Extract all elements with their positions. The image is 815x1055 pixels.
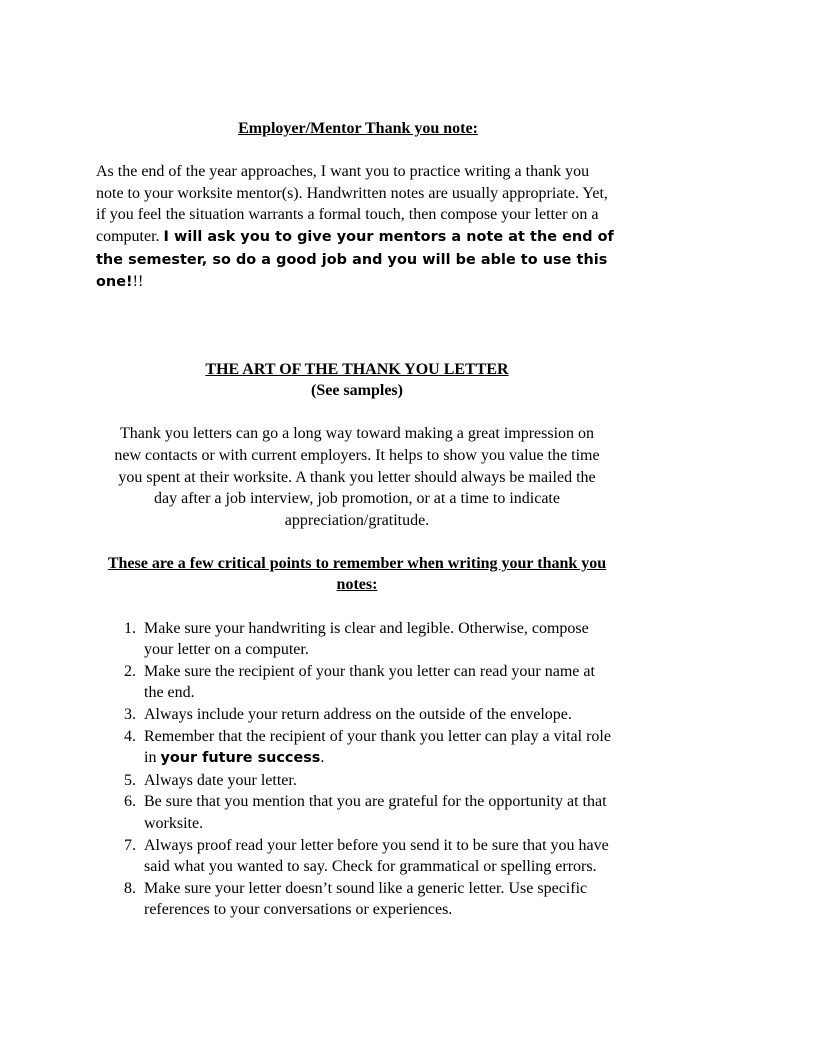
points-list [96, 618, 618, 921]
list-item-number: 4. [124, 727, 136, 745]
section1-paragraph [96, 161, 618, 294]
section1-paragraph-plain: As the end of the year approaches, I want you to practice writing a thank you note to your worksite mentor(s). Handwritten notes are usually appropriate. Yet, if you feel the situation warrants a formal touch, then compose your letter on a computer. [96, 163, 608, 245]
list-item-text: Make sure your handwriting is clear and legible. Otherwise, compose your letter on a computer. [144, 619, 589, 659]
list-item-text: Always date your letter. [144, 771, 297, 789]
list-item [96, 835, 618, 878]
points-heading: These are a few critical points to remember when writing your thank you notes: [107, 554, 607, 594]
list-item [96, 661, 618, 704]
list-item [96, 726, 618, 770]
list-item-text: Always proof read your letter before you send it to be sure that you have said what you wanted to say. Check for grammatical or spelling errors. [144, 836, 609, 876]
list-item-text-bold: your future success [160, 750, 321, 767]
list-item [96, 618, 618, 661]
list-item [96, 878, 618, 921]
section1-title: Employer/Mentor Thank you note: [238, 120, 478, 137]
list-item [96, 770, 618, 792]
list-item-text: Make sure your letter doesn’t sound like a generic letter. Use specific references to your conversations or experiences. [144, 879, 588, 919]
list-item [96, 704, 618, 726]
list-item-number: 2. [124, 662, 136, 680]
list-item-number: 7. [124, 836, 136, 854]
list-item-text: Make sure the recipient of your thank you letter can read your name at the end. [144, 662, 595, 702]
list-item-number: 5. [124, 771, 136, 789]
list-item-number: 1. [124, 619, 136, 637]
section1-paragraph-bold: I will ask you to give your mentors a note at the end of the semester, so do a good job and you will be able to use this one! [96, 228, 614, 291]
list-item-text: Be sure that you mention that you are grateful for the opportunity at that worksite. [144, 793, 607, 832]
section2-title: THE ART OF THE THANK YOU LETTER [205, 360, 509, 378]
list-item-number: 3. [124, 706, 136, 724]
list-item-text-before: Remember that the recipient of your thank you letter can play a vital role in [144, 727, 611, 767]
list-item-number: 8. [124, 879, 136, 897]
list-item-text [144, 726, 618, 770]
list-item [96, 791, 618, 834]
list-item-text-after: . [320, 749, 325, 767]
section2-paragraph: Thank you letters can go a long way toward making a great impression on new contacts or with current employers. It helps to show you value the time you spent at their worksite. A thank you letter should always be mailed the day after a job interview, job promotion, or at a time to indicate appreciation/gratitude. [114, 425, 600, 529]
document-page [96, 118, 618, 921]
section1-paragraph-end: !! [132, 273, 144, 291]
section2-subtitle: (See samples) [311, 382, 403, 400]
list-item-text: Always include your return address on the outside of the envelope. [144, 706, 572, 724]
list-item-number: 6. [124, 793, 136, 811]
spacer [96, 294, 618, 337]
